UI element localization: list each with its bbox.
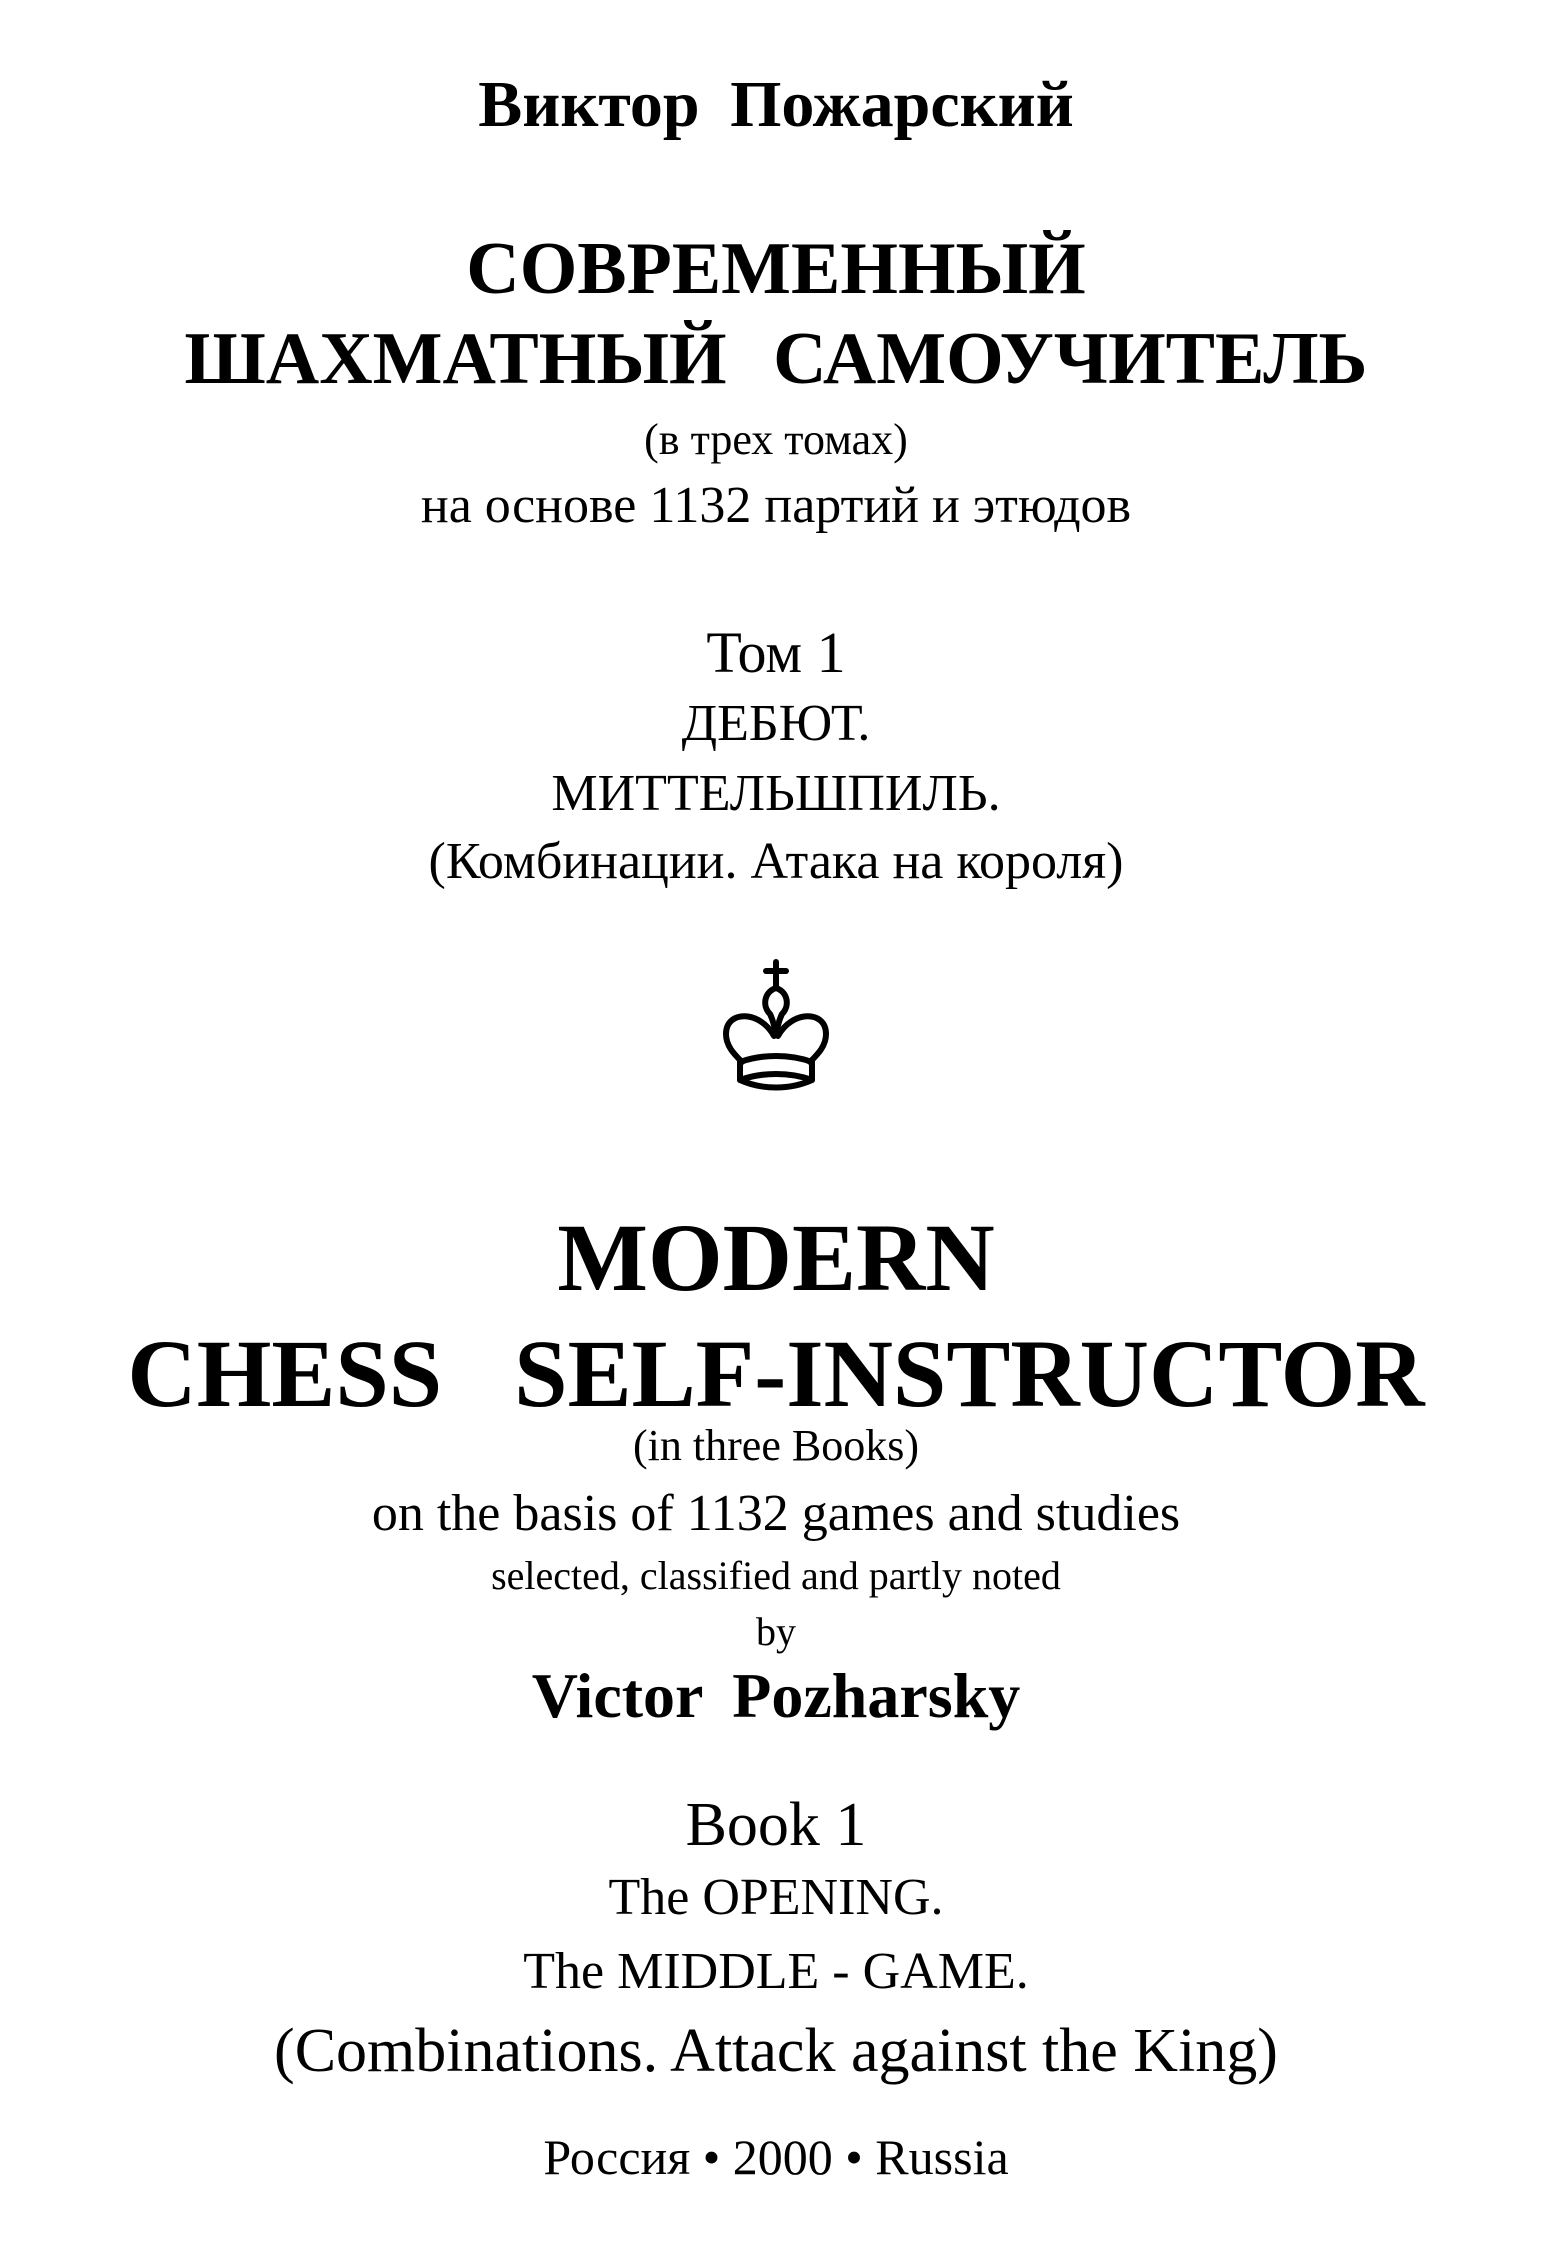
english-part-combinations: (Combinations. Attack against the King)	[274, 2017, 1278, 2085]
english-basis-line: on the basis of 1132 games and studies	[371, 1485, 1181, 1542]
english-title-line-1: MODERN	[557, 1204, 995, 1311]
english-title-line-2: CHESS SELF-INSTRUCTOR	[127, 1320, 1425, 1427]
english-selected-note: selected, classified and partly noted	[491, 1553, 1061, 1598]
english-book-label: Book 1	[685, 1791, 867, 1859]
english-part-middlegame: The MIDDLE - GAME.	[523, 1943, 1029, 2000]
russian-part-combinations: (Комбинации. Атака на короля)	[428, 833, 1124, 890]
russian-volumes-note: (в трех томах)	[644, 415, 908, 464]
russian-part-middlegame: МИТТЕЛЬШПИЛЬ.	[551, 765, 1001, 822]
russian-title-line-1: СОВРЕМЕННЫЙ	[466, 228, 1086, 310]
english-author-name: Victor Pozharsky	[531, 1660, 1021, 1731]
english-books-note: (in three Books)	[633, 1421, 919, 1470]
russian-title-line-2: ШАХМАТНЫЙ САМОУЧИТЕЛЬ	[184, 318, 1368, 400]
chess-king-icon	[716, 958, 836, 1094]
russian-basis-line: на основе 1132 партий и этюдов	[420, 477, 1132, 534]
russian-volume-label: Том 1	[706, 620, 846, 685]
imprint-line: Россия • 2000 • Russia	[543, 2129, 1009, 2185]
russian-author-name: Виктор Пожарский	[478, 68, 1074, 141]
russian-part-opening: ДЕБЮТ.	[681, 695, 871, 752]
english-part-opening: The OPENING.	[608, 1869, 944, 1926]
english-by-label: by	[756, 1609, 796, 1654]
